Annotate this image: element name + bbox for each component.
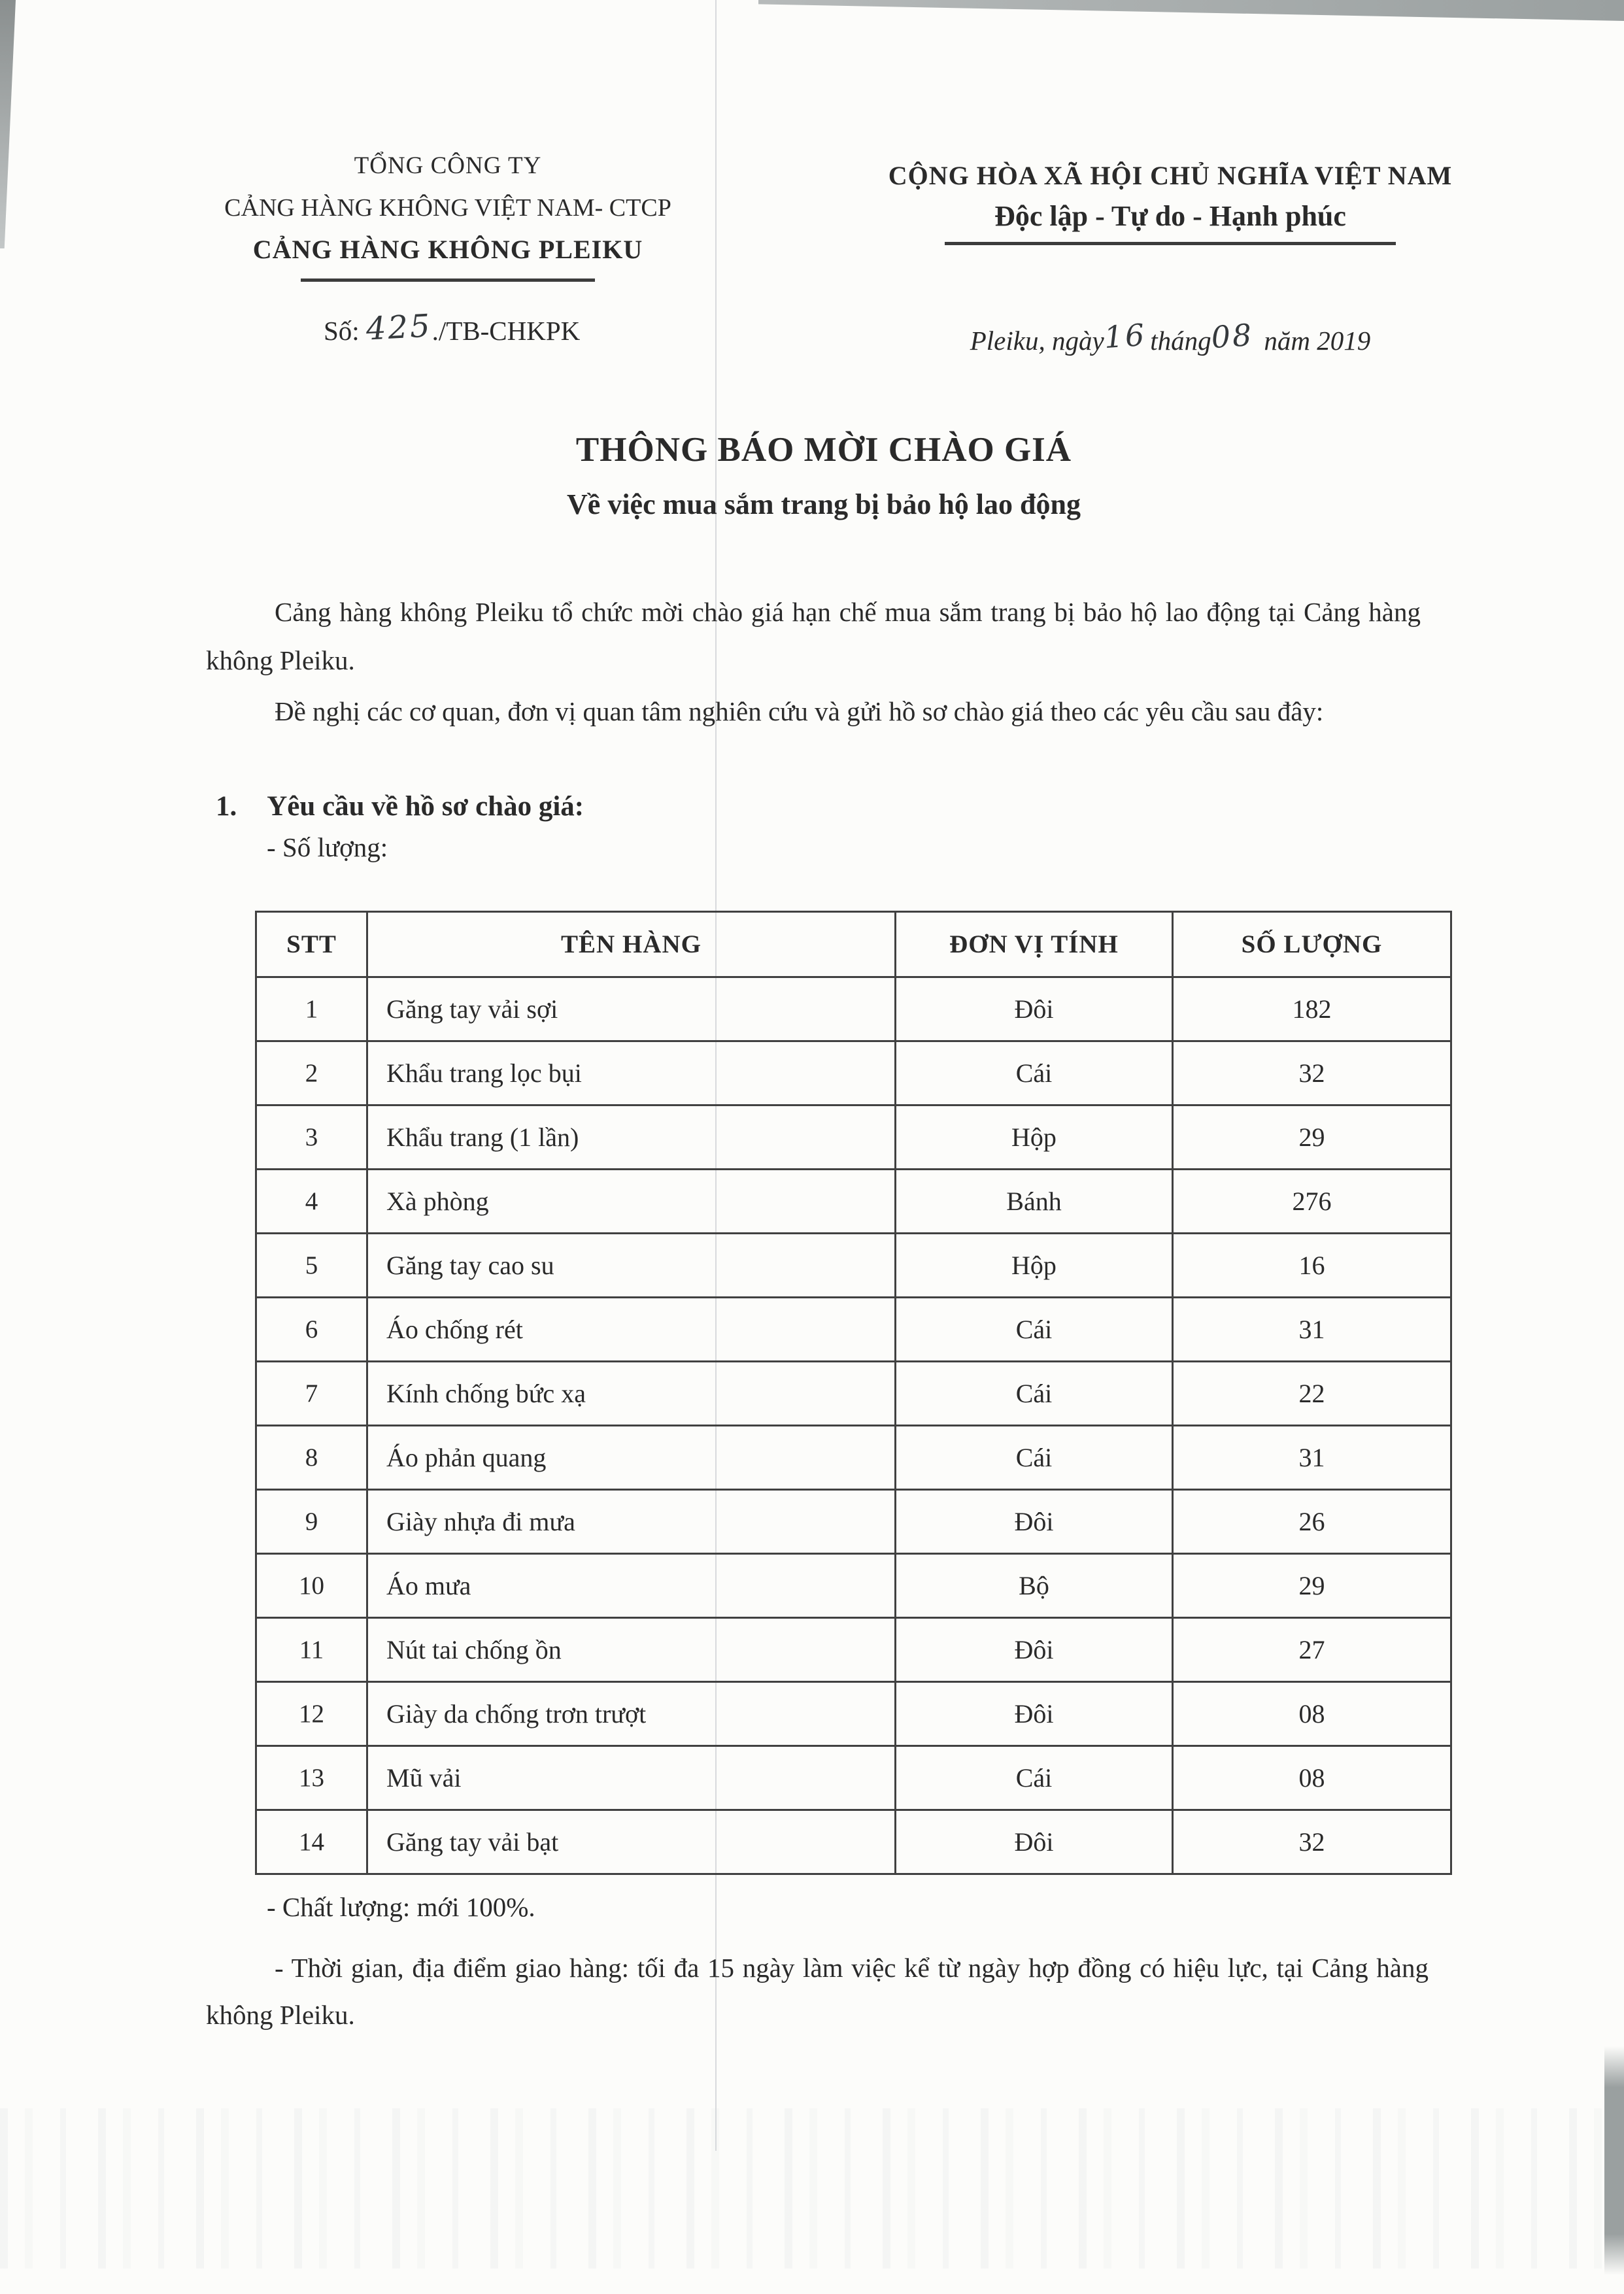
table-cell: 22 — [1173, 1362, 1451, 1426]
national-header-block — [870, 156, 1471, 245]
national-header-motto: Độc lập - Tự do - Hạnh phúc — [994, 200, 1346, 232]
table-cell: Găng tay vải sợi — [367, 977, 896, 1041]
table-cell: Nút tai chống ồn — [367, 1618, 896, 1682]
table-cell: Bộ — [896, 1554, 1173, 1618]
table-cell: Áo chống rét — [367, 1298, 896, 1362]
table-cell: Giày da chống trơn trượt — [367, 1682, 896, 1746]
table-cell: Kính chống bức xạ — [367, 1362, 896, 1426]
dateline-year: năm 2019 — [1264, 326, 1371, 356]
quantity-label: - Số lượng: — [267, 832, 388, 862]
table-row — [256, 1234, 1451, 1298]
section-1-heading — [216, 790, 584, 822]
table-cell: Xà phòng — [367, 1170, 896, 1234]
title-block — [157, 430, 1491, 522]
document-number-suffix: ./TB-CHKPK — [431, 316, 581, 346]
table-header-row — [256, 912, 1451, 977]
table-row — [256, 1746, 1451, 1810]
table-cell: 32 — [1173, 1810, 1451, 1874]
document-subtitle: Về việc mua sắm trang bị bảo hộ lao động — [567, 488, 1081, 520]
table-cell: 5 — [256, 1234, 367, 1298]
table-cell: Giày nhựa đi mưa — [367, 1490, 896, 1554]
scan-artifact-top-band — [758, 0, 1624, 21]
table-cell: Áo mưa — [367, 1554, 896, 1618]
table-cell: 11 — [256, 1618, 367, 1682]
national-header-underline-rule — [945, 242, 1396, 245]
table-cell: 6 — [256, 1298, 367, 1362]
table-cell: 4 — [256, 1170, 367, 1234]
table-cell: Đôi — [896, 1810, 1173, 1874]
table-body — [256, 977, 1451, 1874]
table-cell: 3 — [256, 1105, 367, 1170]
table-cell: 29 — [1173, 1554, 1451, 1618]
table-cell: Cái — [896, 1041, 1173, 1105]
document-number-line — [324, 307, 581, 348]
table-cell: Cái — [896, 1746, 1173, 1810]
section-1-title: Yêu cầu về hồ sơ chào giá: — [267, 791, 584, 822]
table-header-so-luong: SỐ LƯỢNG — [1173, 912, 1451, 977]
table-cell: 182 — [1173, 977, 1451, 1041]
table-cell: Bánh — [896, 1170, 1173, 1234]
scan-artifact-left-shadow — [0, 0, 16, 248]
table-cell: Đôi — [896, 1490, 1173, 1554]
table-cell: Găng tay cao su — [367, 1234, 896, 1298]
table-cell: Cái — [896, 1298, 1173, 1362]
document-title: THÔNG BÁO MỜI CHÀO GIÁ — [575, 431, 1072, 469]
table-cell: 31 — [1173, 1426, 1451, 1490]
table-cell: Khẩu trang (1 lần) — [367, 1105, 896, 1170]
table-header-don-vi-tinh: ĐƠN VỊ TÍNH — [896, 912, 1173, 977]
table-row — [256, 1105, 1451, 1170]
table-row — [256, 977, 1451, 1041]
table-cell: 2 — [256, 1041, 367, 1105]
table-row — [256, 1041, 1451, 1105]
issuer-company: CẢNG HÀNG KHÔNG VIỆT NAM- CTCP — [224, 194, 671, 222]
table-header-ten-hang: TÊN HÀNG — [367, 912, 896, 977]
table-cell: 27 — [1173, 1618, 1451, 1682]
delivery-note: - Thời gian, địa điểm giao hàng: tối đa 15 ngày làm việc kể từ ngày hợp đồng có hiệu lực, tại Cảng hàng không Pleiku. — [206, 1953, 1429, 2030]
table-cell: Áo phản quang — [367, 1426, 896, 1490]
table-cell: 08 — [1173, 1746, 1451, 1810]
table-cell: 12 — [256, 1682, 367, 1746]
national-header-country: CỘNG HÒA XÃ HỘI CHỦ NGHĨA VIỆT NAM — [888, 161, 1453, 190]
table-cell: 9 — [256, 1490, 367, 1554]
table-cell: 10 — [256, 1554, 367, 1618]
table-cell: 29 — [1173, 1105, 1451, 1170]
quality-note: - Chất lượng: mới 100%. — [267, 1892, 535, 1922]
table-cell: Hộp — [896, 1234, 1173, 1298]
table-cell: 32 — [1173, 1041, 1451, 1105]
table-cell: Hộp — [896, 1105, 1173, 1170]
table-cell: Mũ vải — [367, 1746, 896, 1810]
intro-paragraph: Cảng hàng không Pleiku tổ chức mời chào giá hạn chế mua sắm trang bị bảo hộ lao động tại Cảng hàng không Pleiku. — [206, 597, 1421, 675]
table-cell: 276 — [1173, 1170, 1451, 1234]
table-cell: 16 — [1173, 1234, 1451, 1298]
table-cell: Đôi — [896, 1682, 1173, 1746]
table-cell: Găng tay vải bạt — [367, 1810, 896, 1874]
issuer-header-block — [134, 145, 762, 282]
table-header-stt: STT — [256, 912, 367, 977]
table-row — [256, 1554, 1451, 1618]
scan-artifact-right-shadow — [1604, 2046, 1624, 2275]
issuer-underline-rule — [301, 278, 595, 282]
table-cell: Cái — [896, 1426, 1173, 1490]
document-number-label: Số: — [324, 316, 360, 346]
table-row — [256, 1618, 1451, 1682]
table-cell: 13 — [256, 1746, 367, 1810]
request-paragraph: Đề nghị các cơ quan, đơn vị quan tâm nghiên cứu và gửi hồ sơ chào giá theo các yêu cầu sau đây: — [275, 696, 1324, 726]
table-cell: 14 — [256, 1810, 367, 1874]
table-cell: 31 — [1173, 1298, 1451, 1362]
table-row — [256, 1490, 1451, 1554]
table-row — [256, 1362, 1451, 1426]
table-cell: 26 — [1173, 1490, 1451, 1554]
table-row — [256, 1170, 1451, 1234]
table-cell: 8 — [256, 1426, 367, 1490]
table-cell: 7 — [256, 1362, 367, 1426]
table-cell: Đôi — [896, 977, 1173, 1041]
section-1-number: 1. — [216, 791, 237, 822]
table-row — [256, 1682, 1451, 1746]
table-cell: Khẩu trang lọc bụi — [367, 1041, 896, 1105]
table-cell: Đôi — [896, 1618, 1173, 1682]
scan-artifact-bottom-noise — [0, 2108, 1624, 2269]
place-date-line — [870, 316, 1471, 357]
dateline-place: Pleiku, ngày — [970, 326, 1104, 356]
table-row — [256, 1810, 1451, 1874]
document-number-handwritten: 425 — [365, 307, 433, 348]
dateline-day-handwritten: 16 — [1102, 316, 1147, 356]
table-cell: Cái — [896, 1362, 1173, 1426]
table-cell: 08 — [1173, 1682, 1451, 1746]
table-row — [256, 1298, 1451, 1362]
issuer-parent-company: TỔNG CÔNG TY — [354, 152, 542, 179]
quantity-table — [255, 911, 1452, 1875]
dateline-month-label: tháng — [1150, 326, 1211, 356]
dateline-month-handwritten: 08 — [1210, 316, 1255, 356]
table-row — [256, 1426, 1451, 1490]
issuer-branch: CẢNG HÀNG KHÔNG PLEIKU — [252, 235, 643, 264]
table-cell: 1 — [256, 977, 367, 1041]
